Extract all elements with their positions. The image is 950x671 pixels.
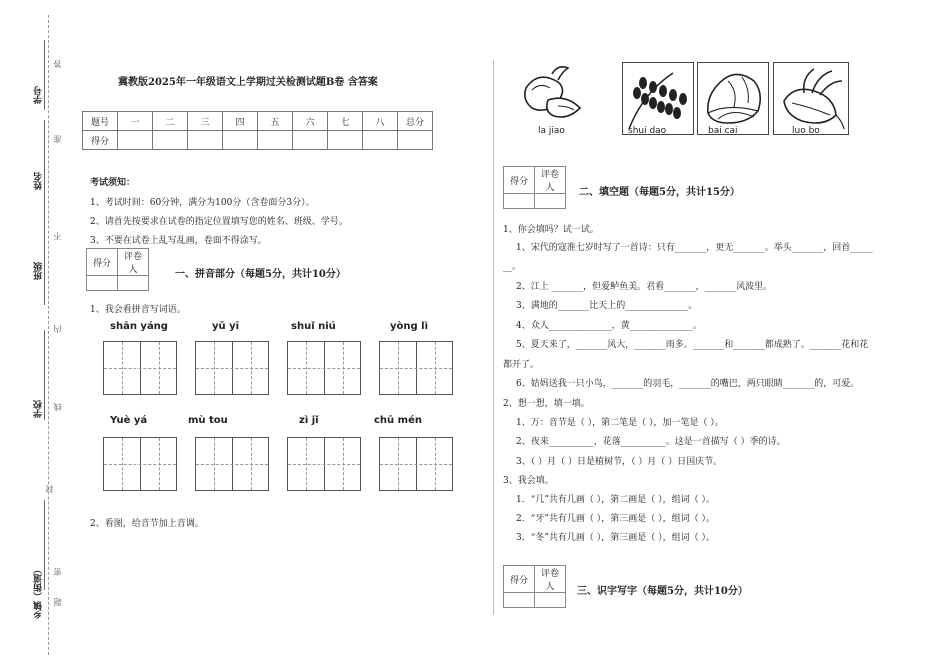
score-table-header-row bbox=[83, 112, 433, 131]
score-row-label: 得分 bbox=[83, 131, 118, 150]
score-cell[interactable] bbox=[188, 131, 223, 150]
binding-mark: 题 bbox=[53, 598, 62, 606]
section1-title: 一、拼音部分（每题5分，共计10分） bbox=[175, 269, 346, 280]
grader-reviewer-cell[interactable] bbox=[535, 593, 566, 608]
notes-heading: 考试须知： bbox=[90, 178, 136, 188]
score-header-cell: 二 bbox=[153, 112, 188, 131]
section1-q2: 2、看图，给音节加上音调。 bbox=[90, 519, 204, 529]
picture-radish bbox=[773, 62, 849, 135]
section2-line: 4、众人______________，黄______________。 bbox=[516, 321, 702, 331]
pinyin-label: mù tou bbox=[188, 415, 228, 426]
binding-mark: 不 bbox=[53, 232, 62, 240]
grader-reviewer-label: 评卷人 bbox=[535, 566, 566, 593]
cabbage-icon bbox=[698, 63, 768, 134]
grader-box bbox=[86, 248, 149, 291]
section2-line: 2、夜来__________，花落__________。这是一首描写（ ）季的诗。 bbox=[516, 437, 786, 447]
score-cell[interactable] bbox=[258, 131, 293, 150]
section2-line: 2、江上 _______，但爱鲈鱼美。君看_______，_______风波里。 bbox=[516, 282, 773, 292]
section3-title: 三、识字写字（每题5分，共计10分） bbox=[577, 586, 748, 597]
binding-banji: 班级 bbox=[34, 262, 44, 280]
pepper-icon bbox=[518, 60, 588, 130]
picture-cabbage bbox=[697, 62, 769, 135]
binding-line bbox=[44, 205, 45, 305]
binding-mark: 答 bbox=[53, 60, 62, 68]
grader-score-cell[interactable] bbox=[504, 194, 535, 209]
picture-rice bbox=[622, 62, 694, 135]
picture-pinyin: luo bo bbox=[792, 126, 820, 136]
writing-grid[interactable] bbox=[103, 437, 177, 491]
grader-box bbox=[503, 565, 566, 608]
score-table-row bbox=[83, 131, 433, 150]
section2-line: 2、想一想，填一填。 bbox=[503, 399, 590, 409]
score-header-cell: 总分 bbox=[398, 112, 433, 131]
score-table bbox=[82, 111, 433, 150]
section2-line: 1、宋代的寇准七岁时写了一首诗：只有_______，更无_______。举头_______，回首_____ bbox=[516, 243, 873, 253]
binding-dashed-line bbox=[48, 15, 49, 655]
score-cell[interactable] bbox=[153, 131, 188, 150]
writing-grid[interactable] bbox=[287, 437, 361, 491]
picture-pinyin: bai cai bbox=[708, 126, 738, 136]
section2-line: 1、万：音节是（ ），第二笔是（ ），加一笔是（ ）。 bbox=[516, 418, 724, 428]
grader-score-label: 得分 bbox=[504, 566, 535, 593]
section2-line: __。 bbox=[503, 262, 522, 272]
picture-pepper bbox=[518, 60, 588, 133]
grader-box bbox=[503, 166, 566, 209]
section2-line: 1、你会填吗？试一试。 bbox=[503, 225, 599, 235]
pinyin-label: yòng lì bbox=[390, 321, 429, 332]
notes-item: 1、考试时间：60分钟，满分为100分（含卷面分3分）。 bbox=[90, 198, 315, 208]
binding-mark: 准 bbox=[53, 135, 62, 143]
section2-line: 6、姑妈送我一只小鸟，_______的羽毛，_______的嘴巴，两只眼睛_______的，可爱。 bbox=[516, 379, 860, 389]
writing-grid[interactable] bbox=[287, 341, 361, 395]
pinyin-label: chū mén bbox=[374, 415, 422, 426]
page-title: 冀教版2025年一年级语文上学期过关检测试题B卷 含答案 bbox=[118, 77, 378, 88]
writing-grid[interactable] bbox=[379, 437, 453, 491]
writing-grid[interactable] bbox=[195, 341, 269, 395]
section2-title: 二、填空题（每题5分，共计15分） bbox=[579, 187, 740, 198]
binding-mark: 线 bbox=[53, 403, 62, 411]
score-cell[interactable] bbox=[118, 131, 153, 150]
pinyin-label: yǔ yī bbox=[212, 321, 240, 332]
score-cell[interactable] bbox=[363, 131, 398, 150]
binding-mark: 密 bbox=[53, 568, 62, 576]
binding-mark: 内 bbox=[53, 325, 62, 333]
writing-grid[interactable] bbox=[195, 437, 269, 491]
section2-line: 1．“几”共有几画（ ），第二画是（ ），组词（ ）。 bbox=[516, 495, 716, 505]
grader-score-cell[interactable] bbox=[504, 593, 535, 608]
binding-xuehao: 学号 bbox=[34, 86, 44, 104]
score-header-cell: 八 bbox=[363, 112, 398, 131]
score-header-cell: 五 bbox=[258, 112, 293, 131]
rice-icon bbox=[623, 63, 693, 134]
score-cell[interactable] bbox=[328, 131, 363, 150]
section2-line: 2．“牙”共有几画（ ），第三画是（ ），组词（ ）。 bbox=[516, 514, 716, 524]
score-header-cell: 四 bbox=[223, 112, 258, 131]
score-header-cell: 七 bbox=[328, 112, 363, 131]
binding-xingming: 姓名 bbox=[34, 172, 44, 190]
section2-line: 5、夏天来了，_______风大，_______雨多。_______和_______都成熟了。_______花和花 bbox=[516, 340, 869, 350]
section2-line: 3、我会填。 bbox=[503, 476, 554, 486]
writing-grid[interactable] bbox=[379, 341, 453, 395]
picture-pinyin: la jiao bbox=[538, 126, 565, 136]
score-cell[interactable] bbox=[398, 131, 433, 150]
binding-xiangzhen: 乡镇（街道） bbox=[34, 565, 44, 619]
notes-item: 2、请首先按要求在试卷的指定位置填写您的姓名、班级、学号。 bbox=[90, 217, 348, 227]
grader-score-label: 得分 bbox=[87, 249, 118, 276]
binding-mark: 封 bbox=[45, 485, 54, 493]
binding-xuexiao: 学校 bbox=[34, 400, 44, 418]
score-header-cell: 三 bbox=[188, 112, 223, 131]
score-header-cell: 题号 bbox=[83, 112, 118, 131]
pinyin-label: Yuè yá bbox=[110, 415, 148, 426]
pinyin-label: zì jǐ bbox=[299, 415, 319, 426]
score-cell[interactable] bbox=[223, 131, 258, 150]
section2-line: 3．“冬”共有几画（ ），第三画是（ ），组词（ ）。 bbox=[516, 533, 716, 543]
section2-line: 3、满地的_______比天上的______________。 bbox=[516, 301, 698, 311]
writing-grid[interactable] bbox=[103, 341, 177, 395]
grader-reviewer-cell[interactable] bbox=[118, 276, 149, 291]
pinyin-label: shuǐ niú bbox=[291, 321, 336, 332]
score-cell[interactable] bbox=[293, 131, 328, 150]
section2-line: 3、（ ）月（ ）日是植树节，（ ）月（ ）日国庆节。 bbox=[516, 457, 723, 467]
score-header-cell: 六 bbox=[293, 112, 328, 131]
radish-icon bbox=[774, 63, 848, 134]
grader-score-label: 得分 bbox=[504, 167, 535, 194]
grader-score-cell[interactable] bbox=[87, 276, 118, 291]
grader-reviewer-label: 评卷人 bbox=[535, 167, 566, 194]
pinyin-label: shān yáng bbox=[110, 321, 168, 332]
grader-reviewer-cell[interactable] bbox=[535, 194, 566, 209]
notes-item: 3、不要在试卷上乱写乱画，卷面不得涂写。 bbox=[90, 236, 267, 246]
score-header-cell: 一 bbox=[118, 112, 153, 131]
section2-line: 都开了。 bbox=[503, 360, 540, 370]
grader-reviewer-label: 评卷人 bbox=[118, 249, 149, 276]
column-divider bbox=[493, 60, 494, 615]
section1-q1: 1、我会看拼音写词语。 bbox=[90, 305, 186, 315]
picture-pinyin: shui dao bbox=[628, 126, 667, 136]
